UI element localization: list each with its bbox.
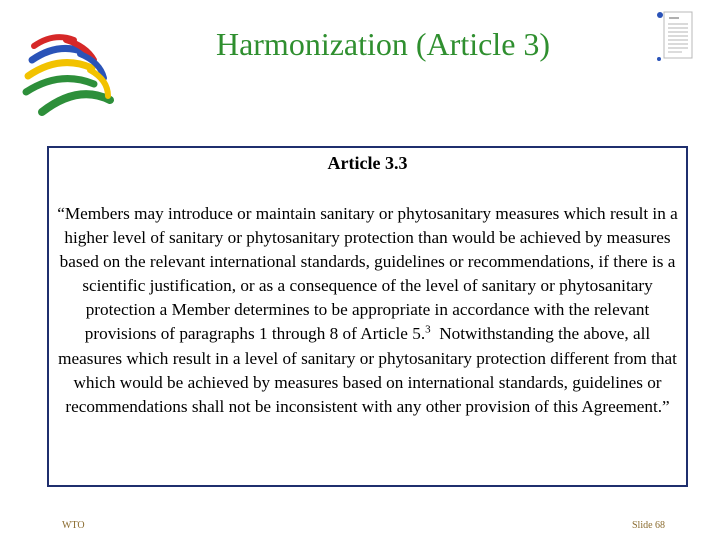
slide-title: Harmonization (Article 3): [215, 26, 551, 62]
article-heading: Article 3.3: [327, 153, 408, 173]
quote-box: [47, 146, 688, 487]
quote-text-part-2: Notwithstanding the above, all measures which result in a level of sanitary or phytosanitary protection different from that which would be achieved by measures based on international standards, guidelines or recommendations shall not be inconsistent with any other provision of this Agreement.”: [58, 324, 682, 416]
document-icon: [656, 10, 696, 62]
quote-text: [51, 202, 684, 419]
quote-text-part-1: “Members may introduce or maintain sanitary or phytosanitary measures which result in a higher level of sanitary or phytosanitary protection than would be achieved by measures based on the relevant international standards, guidelines or recommendations, if there is a scientific justification, or as a consequence of the level of sanitary or phytosanitary protection a Member determines to be appropriate in accordance with the relevant provisions of paragraphs 1 through 8 of Article 5.: [57, 204, 678, 344]
slide-number: Slide 68: [632, 520, 666, 531]
footer-organization: WTO: [62, 520, 85, 531]
footnote-marker: 3: [425, 323, 431, 336]
